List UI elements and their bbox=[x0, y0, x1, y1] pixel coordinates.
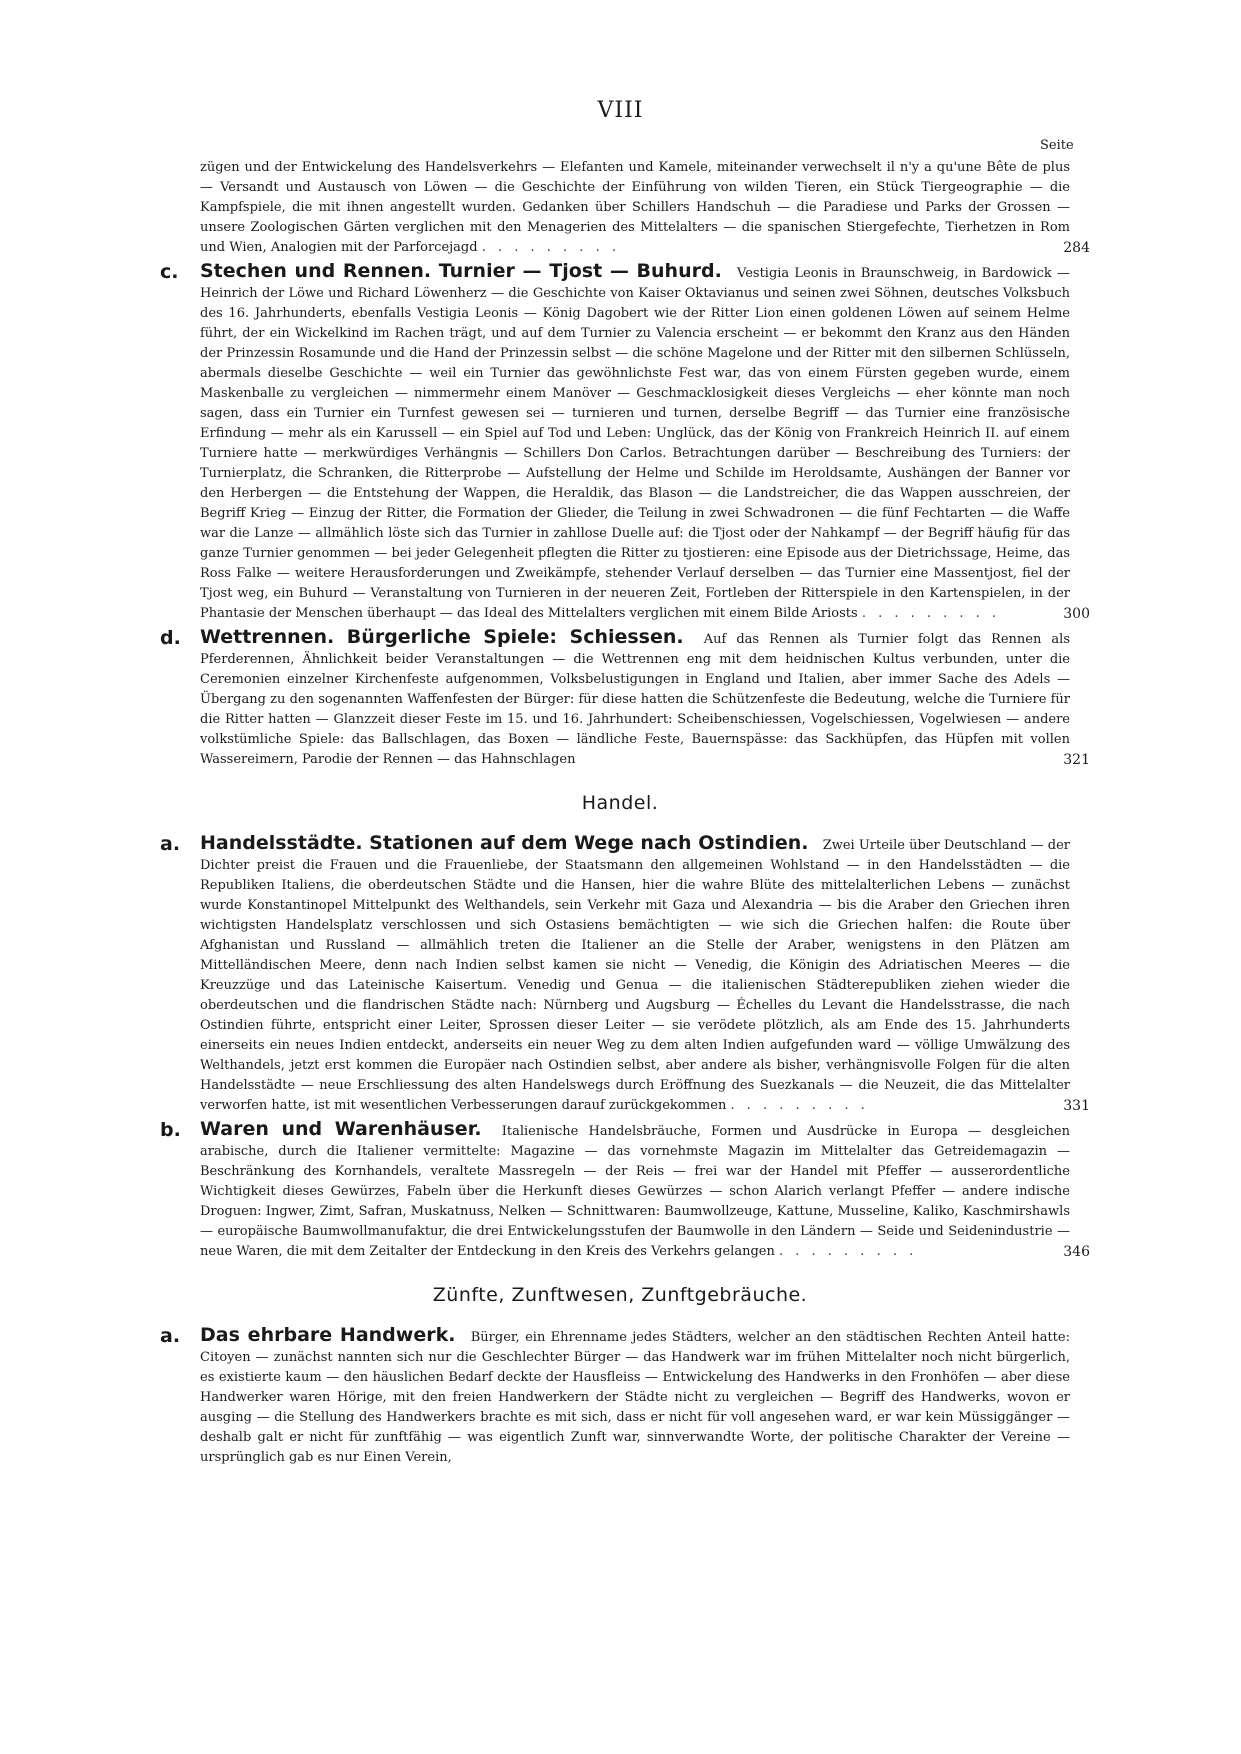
entry-letter: a. bbox=[160, 1325, 181, 1347]
entry-letter: b. bbox=[160, 1119, 181, 1141]
entry-letter: a. bbox=[160, 833, 181, 855]
toc-entry-wettrennen bbox=[160, 626, 1090, 770]
entry-text: zügen und der Entwickelung des Handelsverkehrs — Elefanten und Kamele, miteinander verwechselt il n'y a qu'une Bête de plus — Versandt und Austausch von Löwen — die Geschichte der Einführung von wilden Tieren, ein Stück Tiergeographie — die Kampfspiele, die mit ihnen angestellt wurden. Gedanken über Schillers Handschuh — die Paradiese und Parks der Grossen — unsere Zoologischen Gärten verglichen mit den Menagerien des Mittelalters — die spanischen Stiergefechte, Tierhetzen in Rom und Wien, Analogien mit der Parforcejagd bbox=[200, 160, 1070, 255]
entry-title: Stechen und Rennen. Turnier — Tjost — Buhurd. bbox=[200, 260, 722, 282]
entry-page-number: 331 bbox=[1063, 1098, 1090, 1114]
section-title-handel: Handel. bbox=[581, 792, 659, 814]
entry-text: Vestigia Leonis in Braunschweig, in Bardowick — Heinrich der Löwe und Richard Löwenherz — die Geschichte von Kaiser Oktavianus und seinen zwei Söhnen, deutsches Volksbuch des 16. Jahrhunderts, ebenfalls Vestigia Leonis — König Dagobert wie der Ritter Lion einen goldenen Löwen auf seinem Helme führt, der ein Wickelkind im Rachen trägt, und auf dem Turnier zu Valencia erscheint — er bekommt den Kranz aus den Händen der Prinzessin Rosamunde und die Hand der Prinzessin selbst — die schöne Magelone und der Ritter mit den silbernen Schlüsseln, abermals dieselbe Geschichte — weil ein Turnier das gewöhnlichste Fest war, das von einem Fürsten gegeben wurde, einem Maskenballe zu vergleichen — nimmermehr einem Manöver — Geschmacklosigkeit dieses Vergleichs — eher könnte man noch sagen, dass ein Turnier ein Turnfest gewesen sei — turnieren und turnen, derselbe Begriff — das Turnier eine französische Erfindung — mehr als ein Karussell — ein Spiel auf Tod und Leben: Unglück, das der König von Frankreich Heinrich II. auf einem Turniere hatte — merkwürdiges Verhängnis — Schillers Don Carlos. Betrachtungen darüber — Beschreibung des Turniers: der Turnierplatz, die Schranken, die Ritterprobe — Aufstellung der Helme und Schilde im Heroldsamte, Aushängen der Banner vor den Herbergen — die Entstehung der Wappen, die Heraldik, das Blason — die Landstreicher, die das Wappen ausschreien, der Begriff Krieg — Einzug der Ritter, die Formation der Glieder, die Teilung in zwei Schwadronen — die fünf Fechtarten — die Waffe war die Lanze — allmählich löste sich das Turnier in zahllose Duelle auf: die Tjost oder der Nahkampf — der Begriff häufig für das ganze Turnier genommen — bei jeder Gelegenheit pflegten die Ritter zu tjostieren: eine Episode aus der Dietrichssage, Heime, das Ross Falke — weitere Herausforderungen und Zweikämpfe, stehender Verlauf derselben — das Turnier eine Massentjost, fiel der Tjost weg, ein Buhurd — Veranstaltung von Turnieren in der neueren Zeit, Fortleben der Ritterspiele in den Kartenspielen, in der Phantasie der Menschen überhaupt — das Ideal des Mittelalters verglichen mit einem Bilde Ariosts bbox=[200, 266, 1070, 621]
leader-dots: . . . . . . . . . bbox=[481, 240, 620, 255]
entry-page-number: 346 bbox=[1063, 1244, 1090, 1260]
section-title-zuenfte: Zünfte, Zunftwesen, Zunftgebräuche. bbox=[432, 1284, 808, 1306]
leader-dots: . . . . . . . . . bbox=[778, 1244, 918, 1259]
toc-entry-continuation bbox=[160, 158, 1090, 258]
page-number: VIII bbox=[597, 98, 644, 123]
table-of-contents bbox=[160, 158, 1090, 1470]
entry-page-number: 321 bbox=[1063, 752, 1090, 768]
entry-title: Waren und Warenhäuser. bbox=[200, 1118, 482, 1140]
toc-entry-stechen-und-rennen bbox=[160, 260, 1090, 624]
entry-letter: d. bbox=[160, 627, 181, 649]
toc-entry-handelsstaedte bbox=[160, 832, 1090, 1116]
entry-title: Das ehrbare Handwerk. bbox=[200, 1324, 456, 1346]
leader-dots: . . . . . . . . . bbox=[861, 606, 1001, 621]
leader-dots: . . . . . . . . . bbox=[730, 1098, 869, 1113]
toc-entry-waren bbox=[160, 1118, 1090, 1262]
entry-page-number: 300 bbox=[1063, 606, 1090, 622]
entry-text: Zwei Urteile über Deutschland — der Dichter preist die Frauen und die Frauenliebe, der Staatsmann den allgemeinen Wohlstand — in den Handelsstädten — die Republiken Italiens, die oberdeutschen Städte und die Hansen, hier die wahre Blüte des mittelalterlichen Lebens — zunächst wurde Konstantinopel Mittelpunkt des Welthandels, sein Verkehr mit Gaza und Alexandria — bis die Araber den Griechen ihren wichtigsten Handelsplatz verschlossen und sich Ostasiens bemächtigten — wie sich die Griechen halfen: die Route über Afghanistan und Russland — allmählich treten die Italiener an die Stelle der Araber, wenigstens in den Plätzen am Mittelländischen Meere, denn nach Indien selbst kamen sie nicht — Venedig, die Königin des Adriatischen Meeres — die Kreuzzüge und das Lateinische Kaisertum. Venedig und Genua — die italienischen Städterepubliken ziehen wieder die oberdeutschen und die flandrischen Städte nach: Nürnberg und Augsburg — Échelles du Levant die Handelsstrasse, die nach Ostindien führte, entspricht einer Leiter, Sprossen dieser Leiter — sie verödete plötzlich, als am Ende des 15. Jahrhunderts einerseits ein neues Indien entdeckt, anderseits ein neuer Weg zu dem alten Indien aufgefunden ward — völlige Umwälzung des Welthandels, jetzt erst kommen die Europäer nach Ostindien selbst, aber andere als bisher, verhängnisvolle Folgen für die alten Handelsstädte — neue Erschliessung des alten Handelswegs durch Eröffnung des Suezkanals — die Neuzeit, die das Mittelalter verworfen hatte, ist mit wesentlichen Verbesserungen darauf zurückgekommen bbox=[200, 838, 1071, 1113]
entry-text: Auf das Rennen als Turnier folgt das Rennen als Pferderennen, Ähnlichkeit beider Veranstaltungen — die Wettrennen eng mit dem heidnischen Kultus verbunden, unter die Ceremonien einzelner Kirchenfeste aufgenommen, Volksbelustigungen in England und Italien, aber immer Sache des Adels — Übergang zu den sogenannten Waffenfesten der Bürger: für diese hatten die Schützenfeste die Bedeutung, welche die Turniere für die Ritter hatten — Glanzzeit dieser Feste im 15. und 16. Jahrhundert: Scheibenschiessen, Vogelschiessen, Vogelwiesen — andere volkstümliche Spiele: das Ballschlagen, das Boxen — ländliche Feste, Bauernspässe: das Sackhüpfen, das Hüpfen mit vollen Wassereimern, Parodie der Rennen — das Hahnschlagen bbox=[200, 632, 1070, 767]
entry-text: Italienische Handelsbräuche, Formen und Ausdrücke in Europa — desgleichen arabische, durch die Italiener vermittelte: Magazine — das vornehmste Magazin im Mittelalter das Getreidemagazin — Beschränkung des Kornhandels, veraltete Massregeln — der Reis — frei war der Handel mit Pfeffer — ausserordentliche Wichtigkeit dieses Gewürzes, Fabeln über die Herkunft dieses Gewürzes — schon Alarich verlangt Pfeffer — andere indische Droguen: Ingwer, Zimt, Safran, Muskatnuss, Nelken — Schnittwaren: Baumwollzeuge, Kattune, Musseline, Kaliko, Kaschmirshawls — europäische Baumwollmanufaktur, die drei Entwickelungsstufen der Baumwolle in den Ländern — Seide und Seidenindustrie — neue Waren, die mit dem Zeitalter der Entdeckung in den Kreis des Verkehrs gelangen bbox=[200, 1124, 1070, 1259]
entry-letter: c. bbox=[160, 261, 179, 283]
column-label-seite: Seite bbox=[1040, 138, 1074, 153]
toc-entry-handwerk bbox=[160, 1324, 1080, 1468]
entry-title: Wettrennen. Bürgerliche Spiele: Schiessen. bbox=[200, 626, 684, 648]
entry-title: Handelsstädte. Stationen auf dem Wege nach Ostindien. bbox=[200, 832, 809, 854]
entry-page-number: 284 bbox=[1063, 240, 1090, 256]
entry-text: Bürger, ein Ehrenname jedes Städters, welcher an den städtischen Rechten Anteil hatte: Citoyen — zunächst nannten sich nur die Geschlechter Bürger — das Handwerk war im frühen Mittelalter noch nicht bürgerlich, es existierte kaum — den häuslichen Bedarf deckte der Hausfleiss — Entwickelung des Handwerks in den Fronhöfen — aber diese Handwerker waren Hörige, mit den freien Handwerkern der Städte nicht zu vergleichen — Begriff des Handwerks, wovon er ausging — die Stellung des Handwerkers brachte es mit sich, dass er nicht für voll angesehen ward, er war kein Müssiggänger — deshalb galt er nicht für zunftfähig — was eigentlich Zunft war, sinnverwandte Worte, der politische Charakter der Vereine — ursprünglich gab es nur Einen Verein, bbox=[200, 1330, 1070, 1465]
